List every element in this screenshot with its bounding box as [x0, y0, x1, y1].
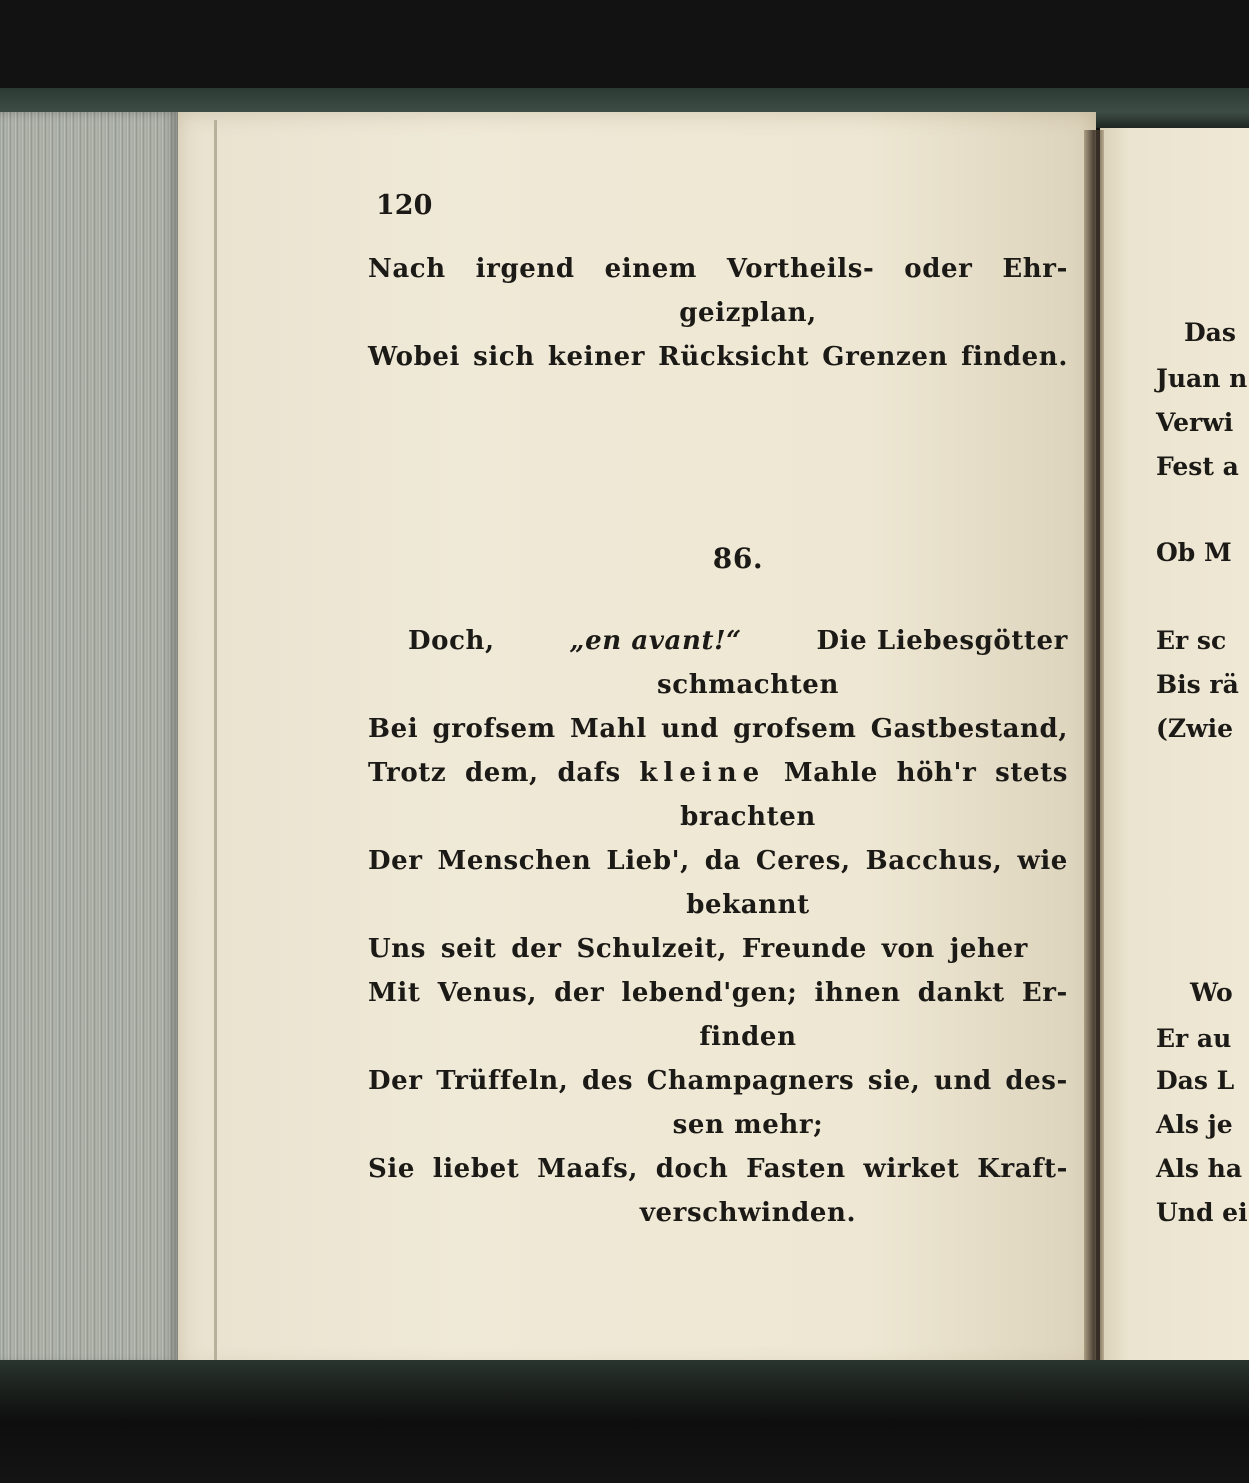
poem-line: Mit Venus, der lebend'gen; ihnen dankt Er- — [368, 978, 1068, 1008]
right-page-fragment: Das L — [1156, 1066, 1235, 1095]
right-page-fragment: Bis rä — [1156, 670, 1239, 699]
page-number: 120 — [376, 190, 433, 221]
right-page-fragment: Er sc — [1156, 626, 1227, 655]
stanza-number: 86. — [712, 542, 764, 575]
page-inner-border — [214, 120, 217, 1365]
spaced-emphasis: kleine — [639, 758, 766, 788]
poem-line-continuation: bekannt — [686, 890, 810, 920]
right-page-fragment: Wo — [1190, 978, 1233, 1007]
poem-line-continuation: finden — [699, 1022, 797, 1052]
poem-line: Nach irgend einem Vortheils- oder Ehr- — [368, 254, 1068, 284]
right-page-fragment: Und ei — [1156, 1198, 1248, 1227]
poem-line: Doch, „en avant!“ Die Liebesgötter — [408, 626, 1068, 656]
scan-background-bottom — [0, 1360, 1249, 1483]
right-page-fragment: Fest a — [1156, 452, 1239, 481]
poem-line-continuation: geizplan, — [679, 298, 817, 328]
right-page-fragment: Juan n — [1156, 364, 1248, 393]
book-page-edges — [0, 112, 178, 1364]
poem-line-continuation: schmachten — [657, 670, 839, 700]
poem-line-continuation: brachten — [680, 802, 816, 832]
right-page-fragment: Er au — [1156, 1024, 1232, 1053]
italic-phrase: „en avant!“ — [569, 626, 742, 656]
poem-line-continuation: sen mehr; — [672, 1110, 824, 1140]
poem-line: Wobei sich keiner Rücksicht Grenzen finden. — [368, 342, 1068, 372]
right-page-fragment: Ob M — [1156, 538, 1232, 567]
poem-line: Sie liebet Maafs, doch Fasten wirket Kraft- — [368, 1154, 1068, 1184]
scan-background-top — [0, 0, 1249, 88]
poem-line: Uns seit der Schulzeit, Freunde von jeher — [368, 934, 1028, 964]
poem-line: Der Menschen Lieb', da Ceres, Bacchus, wie — [368, 846, 1068, 876]
poem-line: Bei grofsem Mahl und grofsem Gastbestand, — [368, 714, 1068, 744]
right-page-fragment: Das — [1184, 318, 1236, 347]
right-page-fragment: Als ha — [1156, 1154, 1243, 1183]
poem-line: Der Trüffeln, des Champagners sie, und des- — [368, 1066, 1068, 1096]
right-page-fragment: (Zwie — [1156, 714, 1234, 743]
right-page-fragment: Als je — [1156, 1110, 1233, 1139]
poem-line-continuation: verschwinden. — [639, 1198, 857, 1228]
right-page-fragment: Verwi — [1156, 408, 1234, 437]
poem-line: Trotz dem, dafs kleine Mahle höh'r stets — [368, 758, 1068, 788]
